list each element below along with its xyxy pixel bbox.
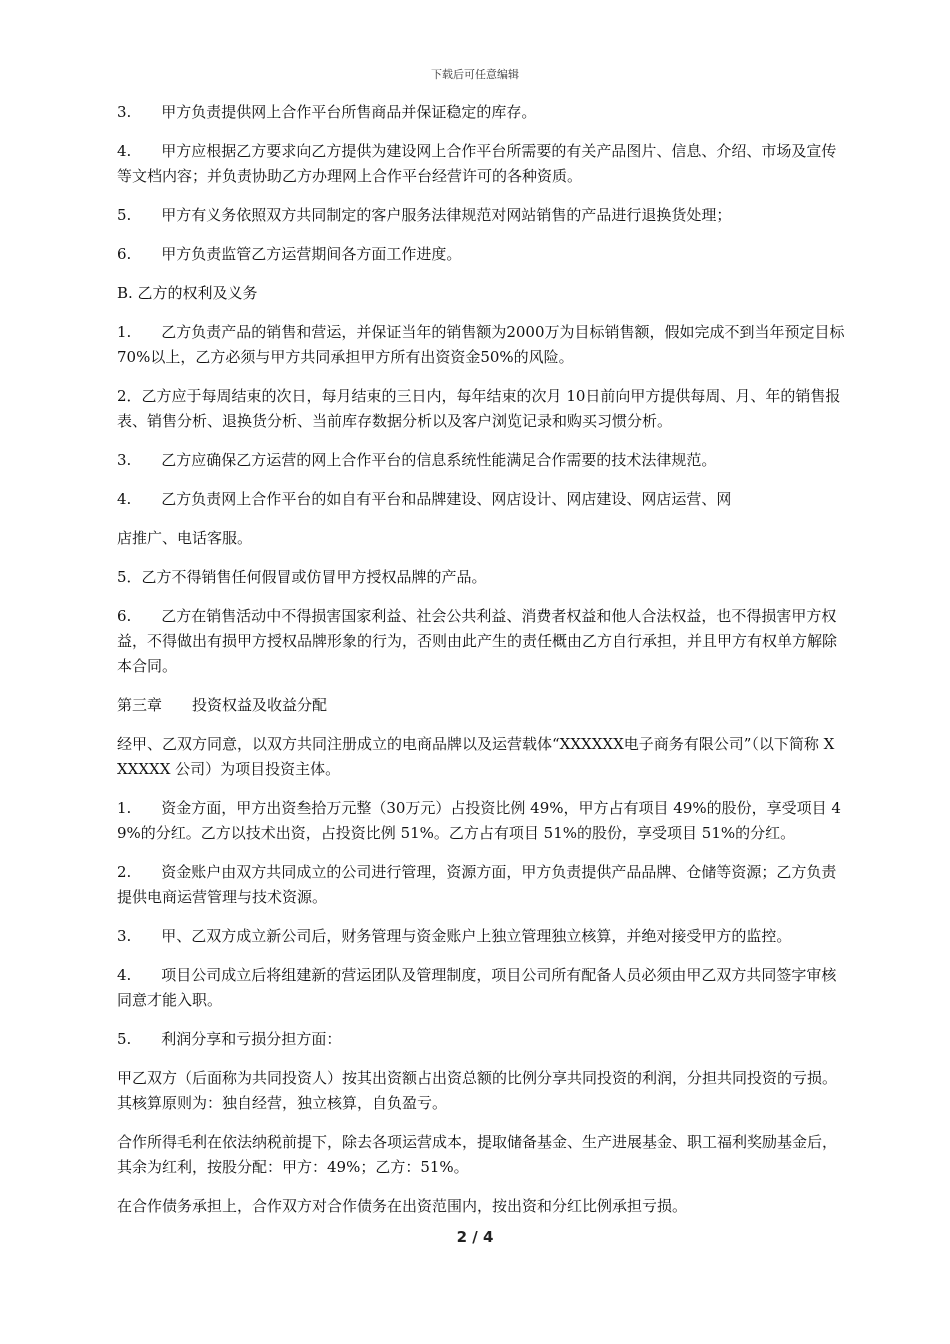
section-heading-b: B. 乙方的权利及义务 [117, 284, 258, 302]
paragraph-a4: 4. 甲方应根据乙方要求向乙方提供为建设网上合作平台所需要的有关产品图片、信息、介绍、市场及宣传等文档内容；并负责协助乙方办理网上合作平台经营许可的各种资质。 [117, 142, 837, 185]
paragraph-c2: 2. 资金账户由双方共同成立的公司进行管理，资源方面，甲方负责提供产品品牌、仓储等资源；乙方负责提供电商运营管理与技术资源。 [117, 863, 837, 906]
paragraph-b4: 4. 乙方负责网上合作平台的如自有平台和品牌建设、网店设计、网店建设、网店运营、网 [117, 490, 732, 508]
page-number: 2 / 4 [456, 1228, 494, 1246]
paragraph-c3: 3. 甲、乙双方成立新公司后，财务管理与资金账户上独立管理独立核算，并绝对接受甲方的监控。 [117, 927, 792, 945]
paragraph-a5: 5. 甲方有义务依照双方共同制定的客户服务法律规范对网站销售的产品进行退换货处理； [117, 206, 732, 224]
paragraph-c1: 1. 资金方面，甲方出资叁拾万元整（30万元）占投资比例 49%，甲方占有项目 49%的股份，享受项目 49%的分红。乙方以技术出资，占投资比例 51%。乙方占有项目 51%的股份，享受项目 51%的分红。 [117, 799, 841, 842]
paragraph-profit-sharing: 甲乙双方（后面称为共同投资人）按其出资额占出资总额的比例分享共同投资的利润，分担共同投资的亏损。其核算原则为：独自经营，独立核算，自负盈亏。 [117, 1069, 838, 1112]
paragraph-a6: 6. 甲方负责监管乙方运营期间各方面工作进度。 [117, 245, 462, 263]
paragraph-dividend: 合作所得毛利在依法纳税前提下，除去各项运营成本，提取储备基金、生产进展基金、职工福利奖励基金后，其余为红利，按股分配：甲方：49%；乙方：51%。 [117, 1133, 838, 1176]
document-body [117, 100, 845, 1233]
paragraph-debt: 在合作债务承担上，合作双方对合作债务在出资范围内，按出资和分红比例承担亏损。 [117, 1197, 688, 1215]
paragraph-b4-continued: 店推广、电话客服。 [117, 529, 253, 547]
paragraph-b1: 1. 乙方负责产品的销售和营运，并保证当年的销售额为2000万为目标销售额，假如完成不到当年预定目标70%以上，乙方必须与甲方共同承担甲方所有出资资金50%的风险。 [117, 323, 845, 366]
page-header: 下载后可任意编辑 [431, 68, 519, 81]
chapter-three-heading: 第三章 投资权益及收益分配 [117, 696, 328, 714]
paragraph-b5: 5．乙方不得销售任何假冒或仿冒甲方授权品牌的产品。 [117, 568, 487, 586]
paragraph-b6: 6. 乙方在销售活动中不得损害国家利益、社会公共利益、消费者权益和他人合法权益，也不得损害甲方权益，不得做出有损甲方授权品牌形象的行为，否则由此产生的责任概由乙方自行承担，并且甲方有权单方解除本合同。 [117, 607, 838, 675]
paragraph-investment-intro: 经甲、乙双方同意，以双方共同注册成立的电商品牌以及运营载体“XXXXXX电子商务有限公司”（以下简称 XXXXXX 公司）为项目投资主体。 [117, 735, 835, 778]
paragraph-a3: 3. 甲方负责提供网上合作平台所售商品并保证稳定的库存。 [117, 103, 537, 121]
paragraph-c4: 4. 项目公司成立后将组建新的营运团队及管理制度，项目公司所有配备人员必须由甲乙双方共同签字审核同意才能入职。 [117, 966, 837, 1009]
paragraph-c5: 5. 利润分享和亏损分担方面： [117, 1030, 342, 1048]
paragraph-b2: 2．乙方应于每周结束的次日，每月结束的三日内，每年结束的次月 10日前向甲方提供每周、月、年的销售报表、销售分析、退换货分析、当前库存数据分析以及客户浏览记录和购买习惯分析。 [117, 387, 841, 430]
paragraph-b3: 3. 乙方应确保乙方运营的网上合作平台的信息系统性能满足合作需要的技术法律规范。 [117, 451, 717, 469]
